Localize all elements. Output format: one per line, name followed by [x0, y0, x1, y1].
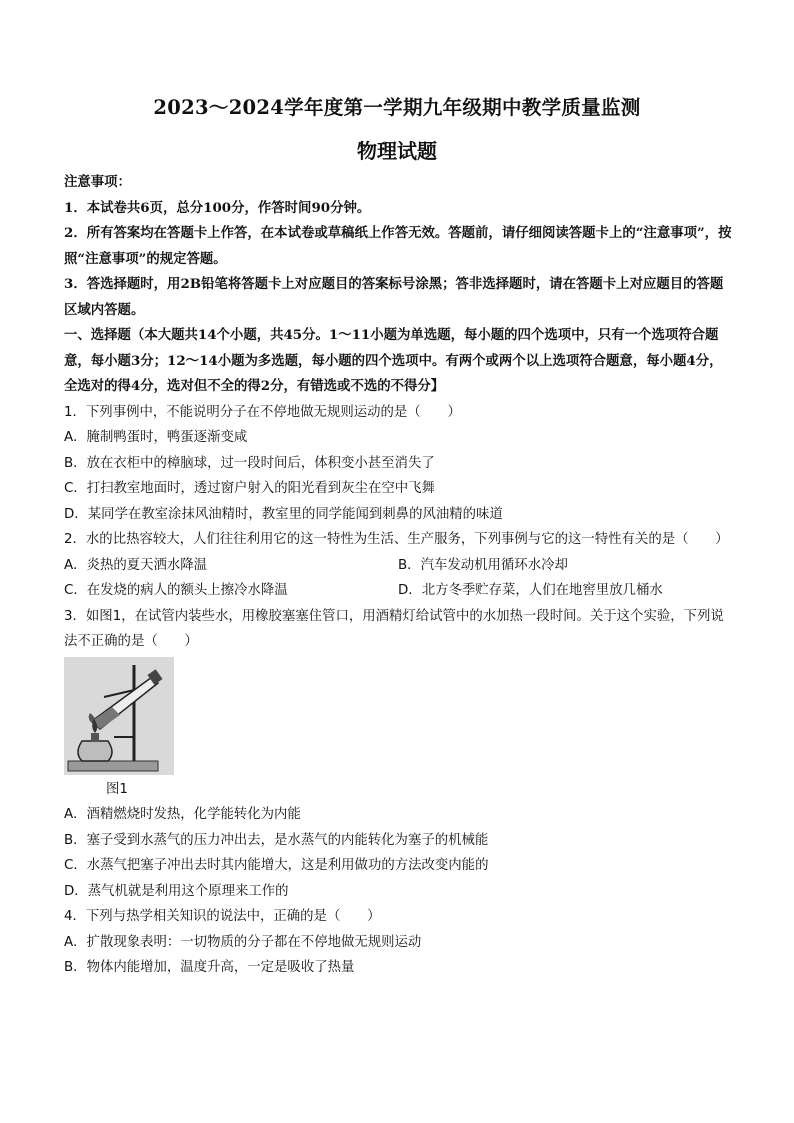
question-option: C．在发烧的病人的额头上擦冷水降温: [64, 583, 288, 598]
exam-content: [64, 170, 734, 981]
test-tube-heating-illustration: [64, 657, 174, 775]
option-row: [64, 553, 734, 579]
question-option: B．汽车发动机用循环水冷却: [398, 557, 568, 573]
question-stem: 3．如图1，在试管内装些水，用橡胶塞塞住管口，用酒精灯给试管中的水加热一段时间。关于这个实验，下列说法不正确的是（ ）: [64, 608, 724, 649]
note-item: 1．本试卷共6页，总分100分，作答时间90分钟。: [64, 199, 371, 216]
question-option: B．物体内能增加，温度升高，一定是吸收了热量: [64, 960, 355, 975]
question-option: A．扩散现象表明：一切物质的分子都在不停地做无规则运动: [64, 934, 422, 950]
question-option: B．放在衣柜中的樟脑球，过一段时间后，体积变小甚至消失了: [64, 455, 435, 471]
question-option: A．腌制鸭蛋时，鸭蛋逐渐变咸: [64, 430, 248, 445]
question-option: B．塞子受到水蒸气的压力冲出去，是水蒸气的内能转化为塞子的机械能: [64, 832, 489, 848]
section-intro: 一、选择题（本大题共14个小题，共45分。1～11小题为单选题，每小题的四个选项中，只有一个选项符合题意，每小题3分；12～14小题为多选题，每小题的四个选项中。有两个或两个以上选项符合题意，每小题4分，全选对的得4分，选对但不全的得2分，有错选或不选的不得分】: [64, 327, 723, 394]
question-option: D．蒸气机就是利用这个原理来工作的: [64, 883, 289, 899]
exam-subtitle: 物理试题: [357, 139, 437, 163]
notes-heading: 注意事项：: [64, 174, 131, 190]
question-option: C．打扫教室地面时，透过窗户射入的阳光看到灰尘在空中飞舞: [64, 481, 435, 496]
option-row: [64, 578, 734, 604]
question-stem: 1．下列事例中，不能说明分子在不停地做无规则运动的是（ ）: [64, 404, 461, 420]
question-stem: 2．水的比热容较大，人们往往利用它的这一特性为生活、生产服务，下列事例与它的这一特性有关的是（ ）: [64, 532, 729, 547]
question-stem: 4．下列与热学相关知识的说法中，正确的是（ ）: [64, 909, 381, 924]
question-option: A．炎热的夏天洒水降温: [64, 557, 208, 573]
question-option: D．北方冬季贮存菜，人们在地窖里放几桶水: [398, 583, 663, 598]
exam-title: 2023～2024学年度第一学期九年级期中教学质量监测: [153, 96, 641, 119]
figure-apparatus: [64, 655, 734, 777]
question-option: C．水蒸气把塞子冲出去时其内能增大，这是利用做功的方法改变内能的: [64, 858, 489, 873]
note-item: 2．所有答案均在答题卡上作答，在本试卷或草稿纸上作答无效。答题前，请仔细阅读答题卡上的“注意事项”，按照“注意事项”的规定答题。: [64, 225, 732, 267]
question-option: D．某同学在教室涂抹风油精时，教室里的同学能闻到刺鼻的风油精的味道: [64, 506, 503, 522]
question-option: A．酒精燃烧时发热，化学能转化为内能: [64, 807, 301, 822]
figure-caption: 图1: [106, 781, 128, 797]
note-item: 3．答选择题时，用2B铅笔将答题卡上对应题目的答案标号涂黑；答非选择题时，请在答题卡上对应题目的答题区域内答题。: [64, 276, 724, 318]
